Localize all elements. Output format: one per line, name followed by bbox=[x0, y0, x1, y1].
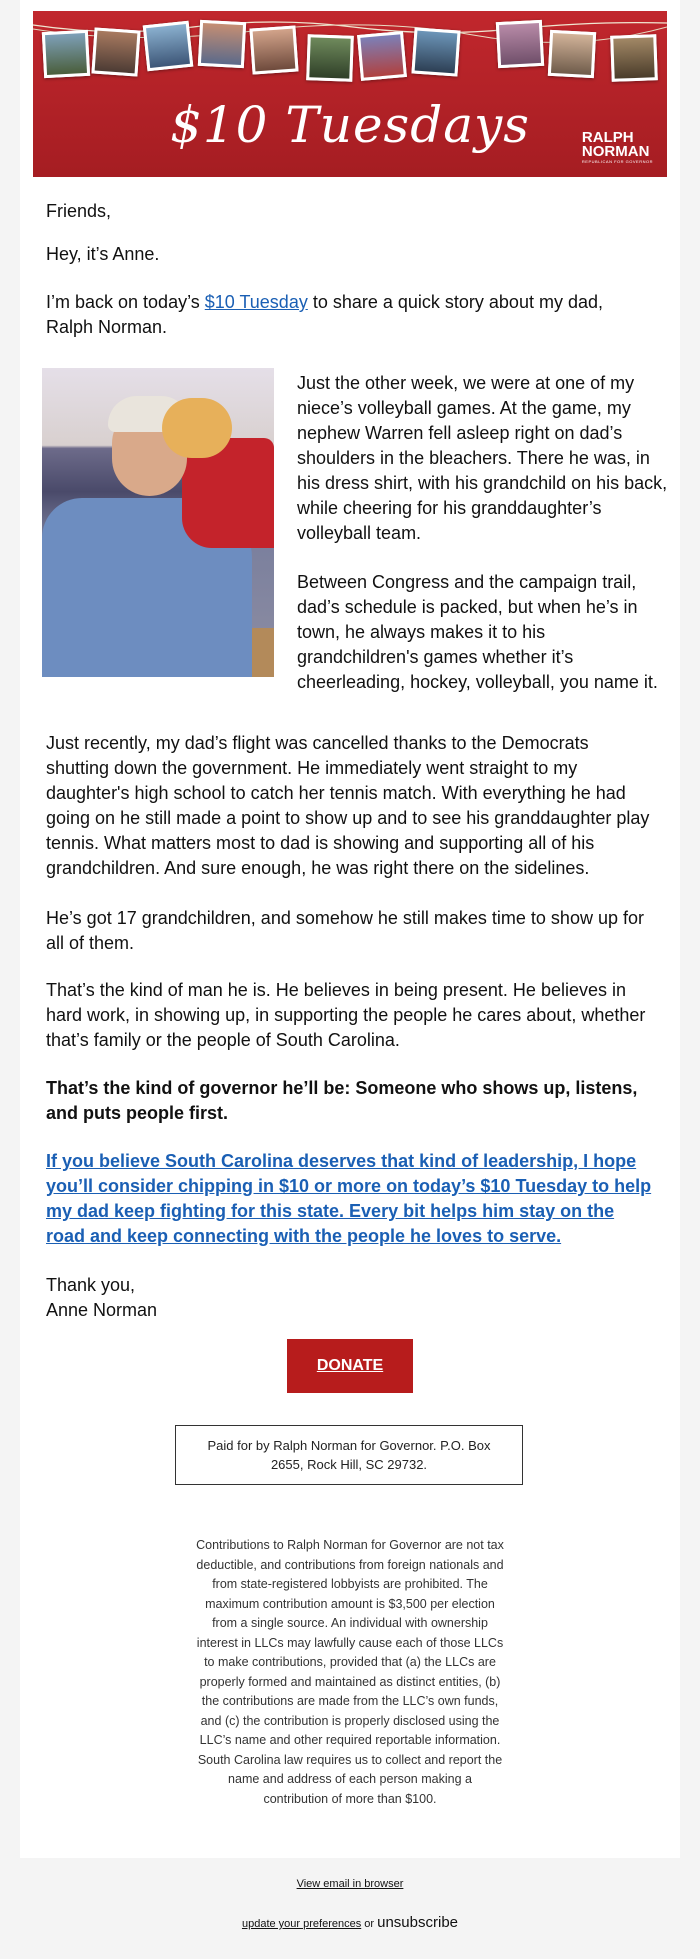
hanging-photo-5 bbox=[249, 25, 298, 74]
paragraph-1-text-a: I’m back on today’s bbox=[46, 292, 205, 312]
or-text: or bbox=[364, 1918, 375, 1930]
campaign-logo bbox=[582, 131, 653, 165]
hanging-photo-2 bbox=[91, 27, 140, 76]
view-in-browser-link[interactable]: View email in browser bbox=[296, 1878, 404, 1890]
intro-line: Hey, it’s Anne. bbox=[46, 244, 160, 264]
header-banner bbox=[33, 11, 667, 177]
paid-for-text: Paid for by Ralph Norman for Governor. P.O. Box 2655, Rock Hill, SC 29732. bbox=[207, 1438, 491, 1472]
call-to-action bbox=[46, 1149, 656, 1249]
greeting: Friends, bbox=[46, 201, 112, 221]
hanging-photo-9 bbox=[496, 20, 544, 68]
hanging-photo-10 bbox=[548, 30, 596, 78]
paragraph-5: He’s got 17 grandchildren, and somehow he still makes time to show up for all of them. bbox=[46, 908, 644, 953]
paragraph-4: Just recently, my dad’s flight was cancelled thanks to the Democrats shutting down the government. He immediately went straight to my daughter's high school to catch her tennis match. With everything he had going on he still made a point to show up and to see his granddaughter play tennis. What matters most to dad is showing and supporting all of his grandchildren. And sure enough, he was right there on the sidelines. bbox=[46, 733, 650, 878]
hanging-photo-6 bbox=[306, 34, 354, 82]
hanging-photo-1 bbox=[42, 30, 90, 78]
paragraph-1 bbox=[46, 290, 646, 340]
paragraph-3: Between Congress and the campaign trail, dad’s schedule is packed, but when he’s in town, he always makes it to his grandchildren's games whether it’s cheerleading, hockey, volleyball, you name it. bbox=[297, 572, 658, 692]
cta-donate-link[interactable]: If you believe South Carolina deserves that kind of leadership, I hope you’ll consider chipping in $10 or more on today’s $10 Tuesday to help my dad keep fighting for this state. Every bit helps him stay on the road and keep connecting with the people he loves to serve. bbox=[46, 1151, 652, 1246]
unsubscribe-link[interactable]: unsubscribe bbox=[377, 1914, 459, 1931]
paid-for-box bbox=[175, 1425, 523, 1485]
signature: Anne Norman bbox=[46, 1300, 158, 1320]
hanging-photo-8 bbox=[411, 27, 460, 76]
view-in-browser-row bbox=[0, 1878, 700, 1890]
hanging-photo-3 bbox=[143, 21, 194, 72]
hanging-photo-7 bbox=[357, 31, 407, 81]
paragraph-1-text-b: to share a quick story about my dad, Ralph Norman. bbox=[46, 292, 603, 337]
legal-disclaimer: Contributions to Ralph Norman for Governor are not tax deductible, and contributions from foreign nationals and from state-registered lobbyists are prohibited. The maximum contribution amount is $3,500 per election from a single source. An individual with ownership interest in LLCs may lawfully cause each of those LLCs to make contributions, provided that (a) the LLCs are properly formed and maintained as distinct entities, (b) the contributions are made from the LLC’s own funds, and (c) the contribution is properly disclosed using the LLC’s name and other required reportable information. South Carolina law requires us to collect and report the name and address of each person making a contribution of more than $100. bbox=[196, 1538, 504, 1806]
grandfather-grandson-photo bbox=[42, 368, 274, 677]
paragraph-6: That’s the kind of man he is. He believes in being present. He believes in hard work, in showing up, in supporting the people he cares about, whether that’s family or the people of South Carolina. bbox=[46, 980, 646, 1050]
paragraph-7-bold: That’s the kind of governor he’ll be: Someone who shows up, listens, and puts people first. bbox=[46, 1078, 638, 1123]
hanging-photo-4 bbox=[198, 20, 246, 68]
logo-tagline: REPUBLICAN FOR GOVERNOR bbox=[581, 159, 653, 164]
preferences-row bbox=[0, 1914, 700, 1931]
ten-tuesday-link[interactable]: $10 Tuesday bbox=[204, 292, 308, 312]
paragraph-7 bbox=[46, 1076, 646, 1126]
signoff: Thank you, bbox=[46, 1275, 136, 1295]
paragraph-2: Just the other week, we were at one of my niece’s volleyball games. At the game, my nephew Warren fell asleep right on dad’s shoulders in the bleachers. There he was, in his dress shirt, with his grandchild on his back, while cheering for his granddaughter’s volleyball team. bbox=[297, 373, 668, 543]
banner-title: $10 Tuesdays bbox=[170, 96, 530, 154]
update-preferences-link[interactable]: update your preferences bbox=[241, 1918, 362, 1930]
logo-name: RALPH NORMAN bbox=[581, 129, 650, 160]
donate-button[interactable]: DONATE bbox=[287, 1339, 413, 1393]
hanging-photo-11 bbox=[610, 34, 658, 82]
